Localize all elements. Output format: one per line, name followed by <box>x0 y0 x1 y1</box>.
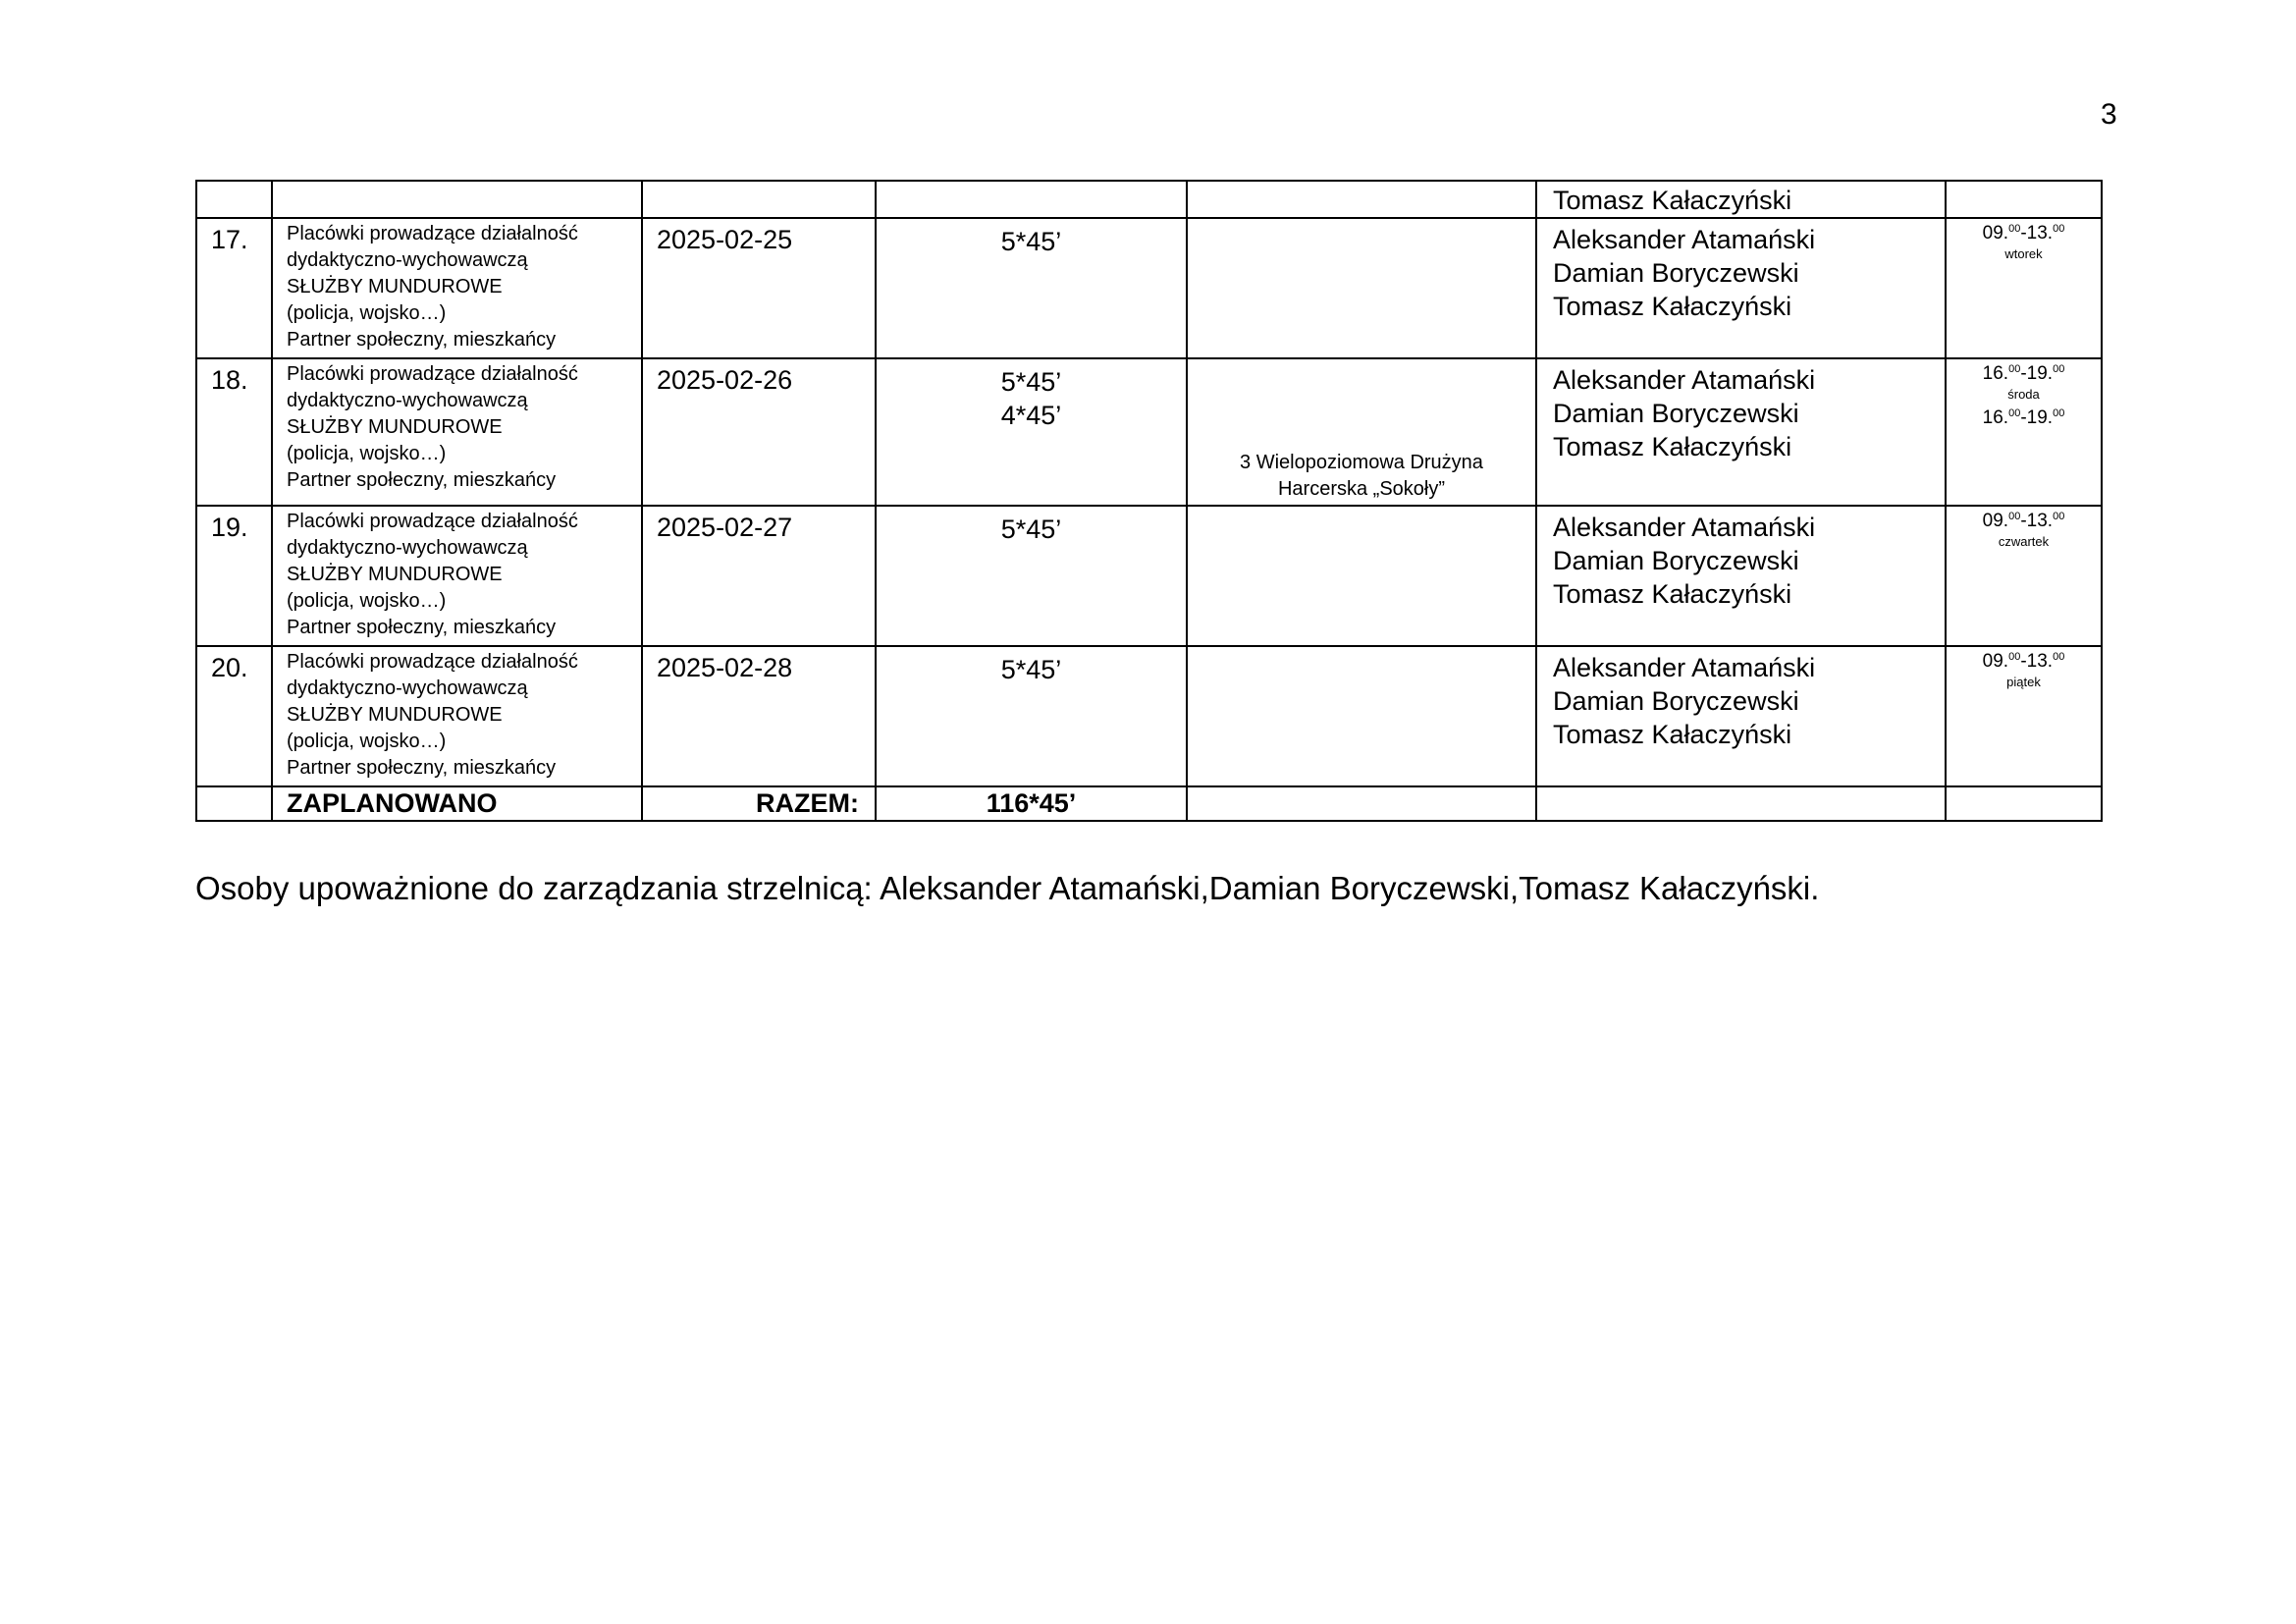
time-range: 16.00-19.00 <box>1982 407 2065 428</box>
day-of-week: wtorek <box>2004 246 2043 261</box>
place-line: Partner społeczny, mieszkańcy <box>287 757 557 779</box>
cell-hours <box>876 218 1187 358</box>
place-line: dydaktyczno-wychowawczą <box>287 677 528 699</box>
schedule-table <box>195 180 2103 822</box>
person-name: Damian Boryczewski <box>1553 546 1799 575</box>
cell-place <box>272 358 642 506</box>
person-name: Damian Boryczewski <box>1553 399 1799 428</box>
time-range: 16.00-19.00 <box>1982 363 2065 384</box>
cell-people <box>1536 218 1946 358</box>
cell-time <box>1946 506 2102 646</box>
place-line: SŁUŻBY MUNDUROWE <box>287 704 503 726</box>
summary-razem: RAZEM: <box>642 786 876 821</box>
day-of-week: czwartek <box>1998 534 2050 549</box>
cell-hours <box>876 181 1187 218</box>
cell-group <box>1187 181 1536 218</box>
person-name: Aleksander Atamański <box>1553 365 1816 395</box>
hours-value: 5*45’ <box>1000 227 1062 256</box>
cell-date <box>642 181 876 218</box>
cell-date: 2025-02-25 <box>642 218 876 358</box>
cell-group <box>1187 506 1536 646</box>
place-line: (policja, wojsko…) <box>287 443 447 464</box>
cell-group <box>1187 218 1536 358</box>
person-name: Aleksander Atamański <box>1553 653 1816 682</box>
cell-lp <box>196 786 272 821</box>
person-name: Tomasz Kałaczyński <box>1553 720 1792 749</box>
person-name: Tomasz Kałaczyński <box>1553 432 1792 461</box>
place-line: dydaktyczno-wychowawczą <box>287 390 528 411</box>
place-line: Placówki prowadzące działalność <box>287 223 578 244</box>
authorized-persons-note: Osoby upoważnione do zarządzania strzelnicą: Aleksander Atamański,Damian Boryczewski,Tomasz Kałaczyński. <box>195 870 1820 906</box>
table-row <box>196 506 2102 646</box>
place-line: Placówki prowadzące działalność <box>287 511 578 532</box>
place-line: Partner społeczny, mieszkańcy <box>287 329 557 351</box>
cell-time <box>1946 218 2102 358</box>
time-range: 09.00-13.00 <box>1982 651 2065 672</box>
cell-hours <box>876 358 1187 506</box>
person-name: Damian Boryczewski <box>1553 258 1799 288</box>
cell-people <box>1536 181 1946 218</box>
cell-time <box>1946 646 2102 786</box>
place-line: SŁUŻBY MUNDUROWE <box>287 416 503 438</box>
cell-place <box>272 218 642 358</box>
cell-place <box>272 646 642 786</box>
cell-date: 2025-02-26 <box>642 358 876 506</box>
cell-lp: 18. <box>196 358 272 506</box>
time-range: 09.00-13.00 <box>1982 511 2065 531</box>
place-line: Placówki prowadzące działalność <box>287 651 578 673</box>
place-line: Partner społeczny, mieszkańcy <box>287 617 557 638</box>
table-row <box>196 358 2102 506</box>
cell-time <box>1946 181 2102 218</box>
day-of-week: piątek <box>2006 675 2041 689</box>
cell-hours <box>876 506 1187 646</box>
cell-people <box>1536 358 1946 506</box>
hours-value: 5*45’ <box>1000 367 1062 397</box>
summary-row <box>196 786 2102 821</box>
person-name: Tomasz Kałaczyński <box>1553 292 1792 321</box>
cell-time <box>1946 358 2102 506</box>
summary-total: 116*45’ <box>876 786 1187 821</box>
cell-group <box>1187 786 1536 821</box>
cell-place <box>272 506 642 646</box>
place-line: (policja, wojsko…) <box>287 731 447 752</box>
time-range: 09.00-13.00 <box>1982 223 2065 244</box>
person-name: Aleksander Atamański <box>1553 513 1816 542</box>
cell-group <box>1187 646 1536 786</box>
hours-value: 4*45’ <box>1000 401 1062 430</box>
hours-value: 5*45’ <box>1000 655 1062 684</box>
place-line: (policja, wojsko…) <box>287 590 447 612</box>
cell-place <box>272 181 642 218</box>
person-name: Damian Boryczewski <box>1553 686 1799 716</box>
person-name: Tomasz Kałaczyński <box>1553 186 1792 215</box>
day-of-week: środa <box>2007 387 2040 402</box>
cell-people <box>1536 506 1946 646</box>
cell-people <box>1536 786 1946 821</box>
cell-date: 2025-02-27 <box>642 506 876 646</box>
table-row-continued <box>196 181 2102 218</box>
cell-hours <box>876 646 1187 786</box>
place-line: (policja, wojsko…) <box>287 302 447 324</box>
person-name: Tomasz Kałaczyński <box>1553 579 1792 609</box>
table-row <box>196 218 2102 358</box>
summary-label: ZAPLANOWANO <box>272 786 642 821</box>
place-line: dydaktyczno-wychowawczą <box>287 249 528 271</box>
cell-time <box>1946 786 2102 821</box>
cell-lp <box>196 181 272 218</box>
cell-lp: 20. <box>196 646 272 786</box>
cell-people <box>1536 646 1946 786</box>
hours-value: 5*45’ <box>1000 514 1062 544</box>
cell-lp: 19. <box>196 506 272 646</box>
cell-lp: 17. <box>196 218 272 358</box>
table-row <box>196 646 2102 786</box>
place-line: SŁUŻBY MUNDUROWE <box>287 276 503 298</box>
place-line: Partner społeczny, mieszkańcy <box>287 469 557 491</box>
page-number: 3 <box>2101 98 2117 131</box>
person-name: Aleksander Atamański <box>1553 225 1816 254</box>
place-line: dydaktyczno-wychowawczą <box>287 537 528 559</box>
place-line: Placówki prowadzące działalność <box>287 363 578 385</box>
cell-group: 3 Wielopoziomowa Drużyna Harcerska „Sokoły” <box>1187 358 1536 506</box>
place-line: SŁUŻBY MUNDUROWE <box>287 564 503 585</box>
cell-date: 2025-02-28 <box>642 646 876 786</box>
